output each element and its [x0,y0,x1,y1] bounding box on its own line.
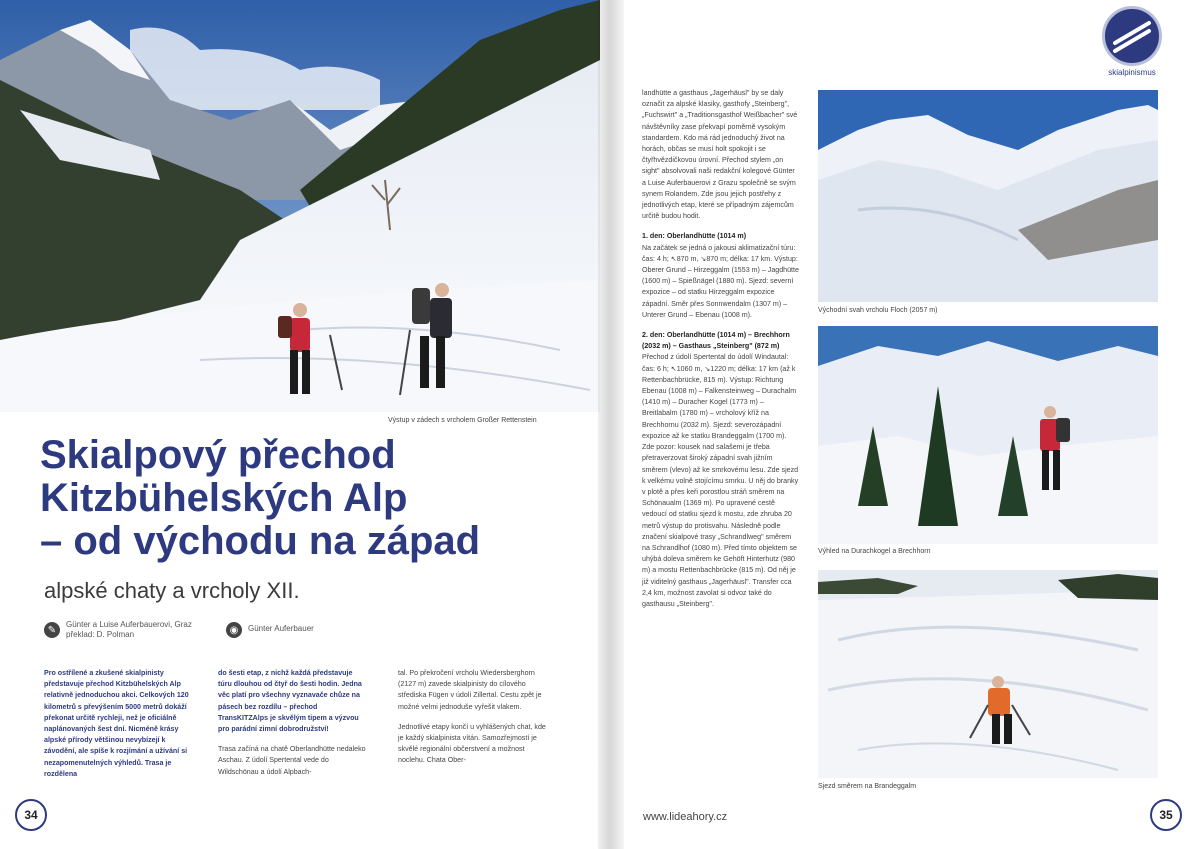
article-subtitle: alpské chaty a vrcholy XII. [44,578,300,603]
day1-text: Na začátek se jedná o jakousi aklimatizační túru: čas: 4 h; ↖870 m, ↘870 m; délka: 17 km. Výstup: Oberer Grund – Hirzeggalm (1553 m) – Jagdhütte (1600 m) – Spießnägel (1880 m). Sjezd: severní expozice – od statku Hirzeggalm expozice západní. Směr přes Sonnwendalm (1307 m) – Unterer Grund – Ebenau (1008 m). [642,243,799,319]
photo-floch-image [818,90,1158,302]
photo-durachkogel-image [818,326,1158,544]
title-line-2: Kitzbühelských Alp [40,476,408,520]
photo-brandeggalm-image [818,570,1158,778]
body-paragraph-wiedersberghorn: tal. Po překročení vrcholu Wiedersberghorn (2127 m) zavede skialpinisty do cílového střediska Fügen v údolí Zillertal. Cestu zpět je možné velmi jednoduše vyřešit vlakem. [398,669,542,711]
section-label: skialpinismus [1108,68,1156,77]
photo3-caption: Sjezd směrem na Brandeggalm [818,783,917,790]
author-names: Günter a Luise Auferbauerovi, Graz [66,620,192,629]
title-line-1: Skialpový přechod [40,433,396,477]
right-column [642,88,800,619]
photo1-caption: Východní svah vrcholu Floch (2057 m) [818,307,938,314]
pen-icon: ✎ [44,622,60,638]
translator: překlad: D. Polman [66,630,135,639]
day2-heading: 2. den: Oberlandhütte (1014 m) – Brechhorn (2032 m) – Gasthaus „Steinberg" (872 m) [642,331,790,351]
title-line-3: – od východu na západ [40,519,481,563]
photographer: Günter Auferbauer [248,624,314,633]
day1-heading: 1. den: Oberlandhütte (1014 m) [642,232,747,241]
column-1 [44,668,194,789]
photo2-caption: Výhled na Durachkogel a Brechhorn [818,548,931,555]
page-number-left: 34 [15,799,47,831]
page-spine [598,0,624,849]
skier-icon [1105,9,1159,63]
photo-floch [818,90,1158,302]
column-2 [218,668,368,787]
section-logo [1102,6,1162,66]
hero-photo [0,0,600,412]
hero-caption: Výstup v zádech s vrcholem Großer Rettenstein [388,417,537,424]
column-3 [398,668,550,776]
body-paragraph-etapy: Jednotlivé etapy končí u vyhlášených chat, kde je každý skialpinista vítán. Samozřejmostí je skvělé regionální občerstvení a možnost noclehu. Chata Ober- [398,722,546,765]
page-number-right: 35 [1150,799,1182,831]
body-paragraph-chaty: landhütte a gasthaus „Jagerhäusl" by se daly označit za alpské klasiky, gasthofy „Steinberg", „Fuchswirt" a „Traditionsgasthof Weißbacher" své návštěvníky zase překvapí poměrně vysokým standardem. Kdo má rád jednoduchý život na horách, občas se musí holt spokojit i se čtyřhvězdičkovou úrovní. Přechod stylem „on sight" absolvovali naši redakční kolegové Günter a Luise Auferbauerovi z Grazu společně se svým synem Rolandem. Zde jsou jejich postřehy z jednotlivých etap, které se případným zájemcům určitě budou hodit. [642,89,798,221]
camera-icon: ◉ [226,622,242,638]
footer-url[interactable]: www.lideahory.cz [643,811,728,823]
hero-photo-image [0,0,600,412]
lead-paragraph-1: Pro ostřílené a zkušené skialpinisty představuje přechod Kitzbühelských Alp relativně jednoduchou akci. Celkových 120 kilometrů s převýšením 5000 metrů dokáží překonat určitě rychleji, než je oficiálně naplánovaných šest dní. Nicméně krásy alpské přírody většinou nevybízejí k závodění, ale spíše k rozjímání a užívání si nezapomenutelných výhledů. Trasa je rozdělena [44,669,189,778]
article-title [40,434,480,563]
photo-brandeggalm [818,570,1158,778]
day2-text: Přechod z údolí Spertental do údolí Windautal: čas: 6 h; ↖1060 m, ↘1220 m; délka: 17 km (až k Rettenbachbrücke, 815 m). Výstup: Richtung Ebenau (1008 m) – Falkensteinweg – Durachalm (1410 m) – Duracher Kogel (1773 m) – Breitlabalm (1780 m) – vrcholový kříž na Brechhornu (2032 m). Sjezd: severozápadní expozice až ke statku Brandeggalm (1700 m). Zde pozor: kousek nad salašemi je třeba přetraverzovat široký západní svah jižním směrem (vlevo) až ke smrkovému lesu. Zde sjezd k velkému volně stojícímu smrku. U něj do branky v plotě a přes keři porostlou stráň směrem na Schönaualm (1369 m). Po upravené cestě vedoucí od statku sjezd k mostu, zde zhruba 20 metrů výstup do protisvahu. Následně podle značení skialpové trasy „Schrandlweg" směrem na Schrandlhof (1080 m). Před tímto objektem se uhýbá doleva směrem ke Gehöft Hinterhutz (980 m) a mostu Rettenbachbrücke (815 m). Od něj je již viditelný gasthaus „Jagerhäusl". Transfer cca 2,4 km, možnost zavolat si odvoz také do gasthausu „Steinberg". [642,353,799,608]
lead-paragraph-2: do šesti etap, z nichž každá představuje túru dlouhou od čtyř do šesti hodin. Jedna věc platí pro všechny vyznavače chůze na pásech bez rozdílu – přechod TransKITZAlps je skvělým tipem a výzvou pro parádní zimní dobrodružství! [218,669,362,734]
photo-durachkogel [818,326,1158,544]
body-paragraph-trasa: Trasa začíná na chatě Oberlandhütte nedaleko Aschau. Z údolí Spertental vede do Wildschönau a údolí Alpbach- [218,745,366,776]
